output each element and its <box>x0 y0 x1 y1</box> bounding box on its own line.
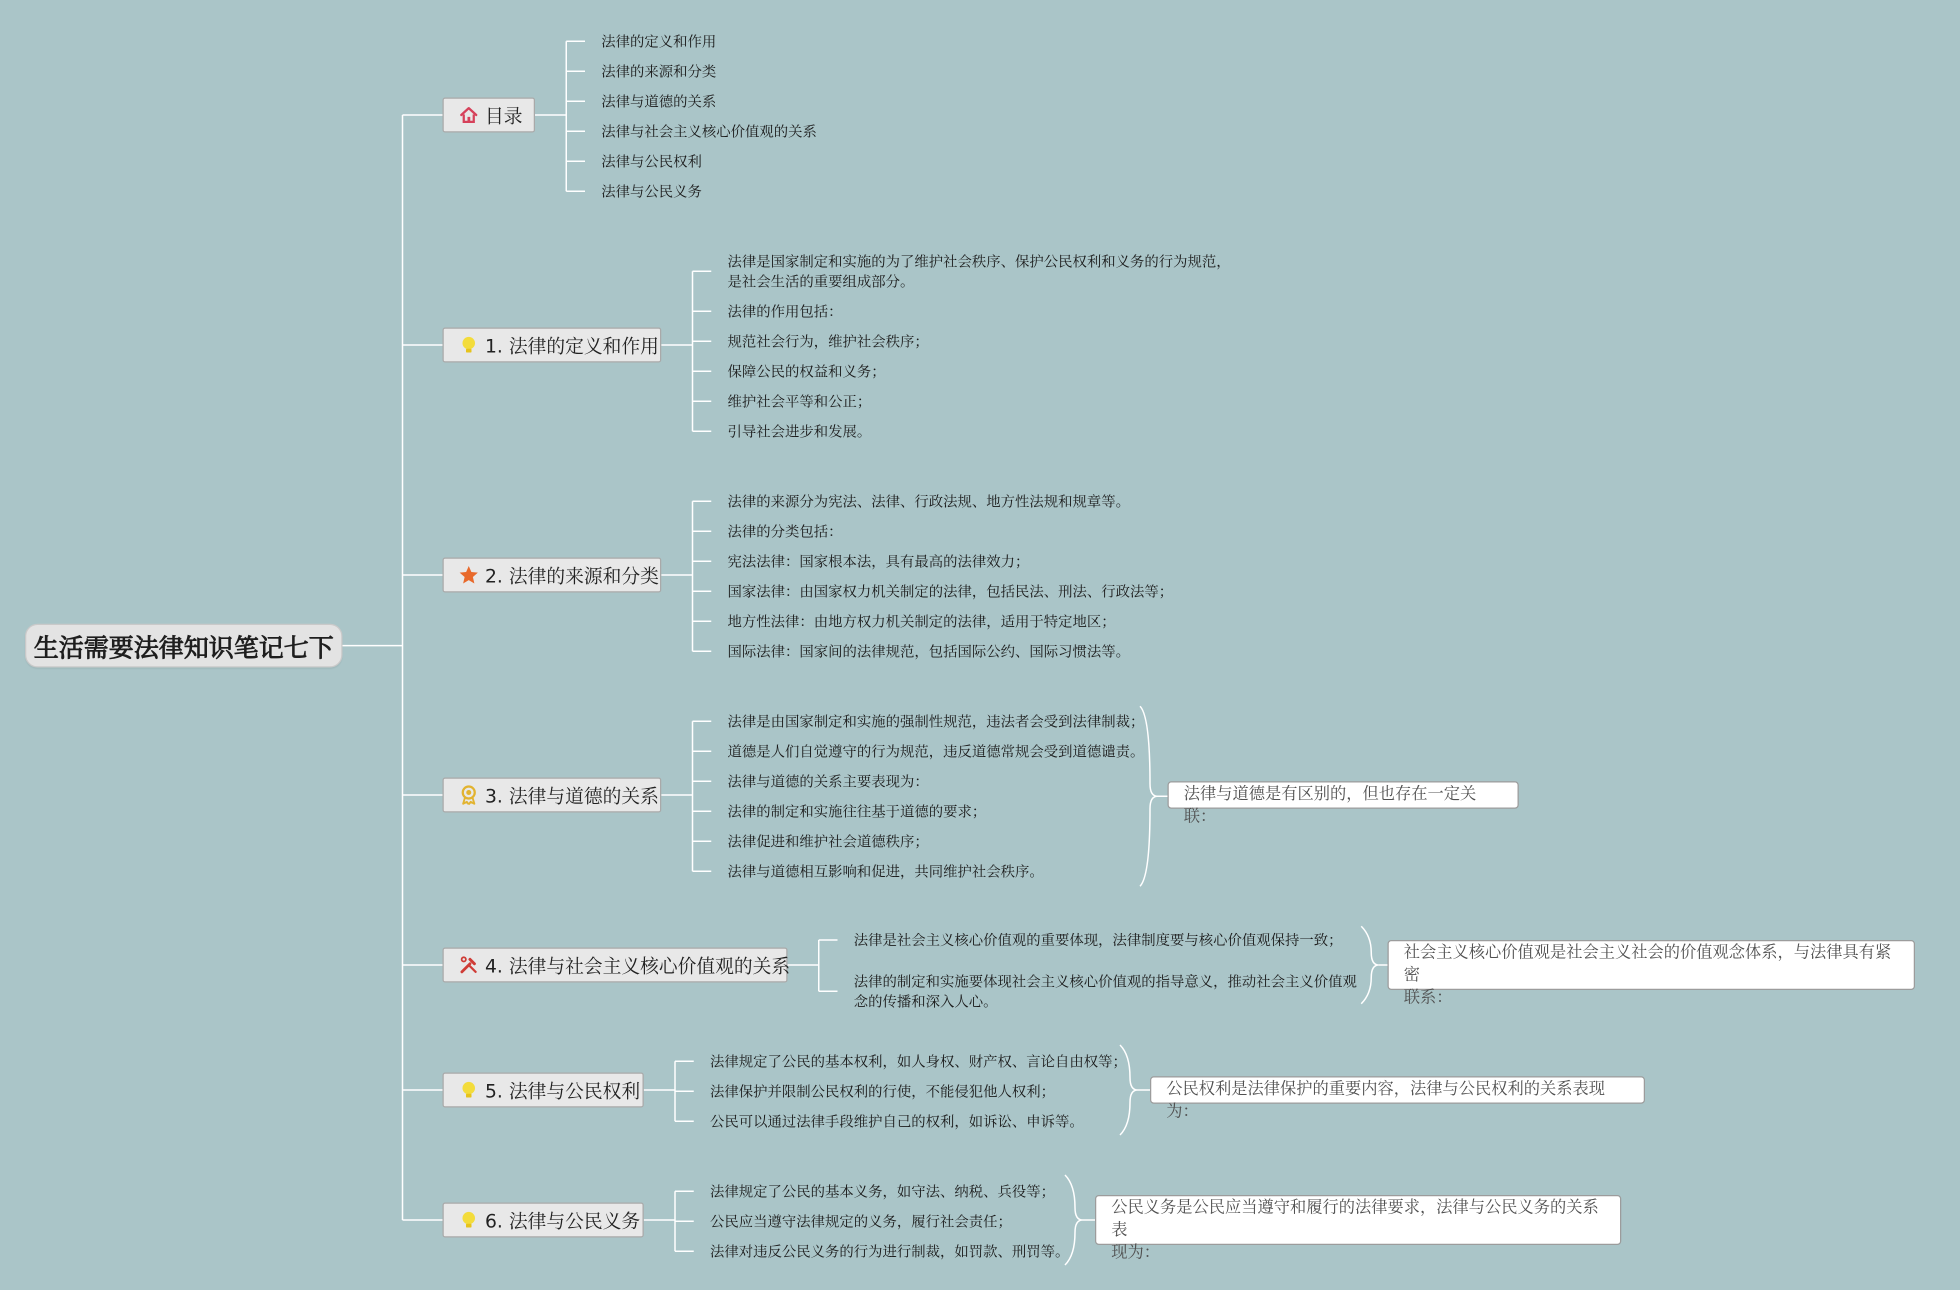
subtopic[interactable]: 法律与道德的关系 <box>601 92 717 110</box>
subtopic[interactable]: 法律对违反公民义务的行为进行制裁，如罚款、刑罚等。 <box>710 1242 1070 1260</box>
subtopic[interactable]: 宪法法律：国家根本法，具有最高的法律效力； <box>727 552 1030 570</box>
subtopic[interactable]: 法律是国家制定和实施的为了维护社会秩序、保护公民权利和义务的行为规范， 是社会生活的重要组成部分。 <box>727 252 1231 290</box>
subtopic[interactable]: 公民应当遵守法律规定的义务，履行社会责任； <box>710 1212 1012 1230</box>
subtopic[interactable]: 法律保护并限制公民权利的行使，不能侵犯他人权利； <box>710 1082 1055 1100</box>
subtopic[interactable]: 法律促进和维护社会道德秩序； <box>727 832 929 850</box>
topic-label: 5. 法律与公民权利 <box>485 1079 641 1102</box>
subtopic[interactable]: 法律与公民权利 <box>601 152 702 170</box>
medal-icon <box>459 785 479 805</box>
subtopic[interactable]: 道德是人们自觉遵守的行为规范，违反道德常规会受到道德谴责。 <box>727 742 1145 760</box>
subtopic[interactable]: 法律的分类包括： <box>727 522 843 540</box>
root-topic[interactable]: 生活需要法律知识笔记七下 <box>25 624 343 668</box>
subtopic[interactable]: 国际法律：国家间的法律规范，包括国际公约、国际习惯法等。 <box>727 642 1130 660</box>
subtopic[interactable]: 法律的来源和分类 <box>601 62 717 80</box>
summary-note[interactable]: 公民权利是法律保护的重要内容，法律与公民权利的关系表现为： <box>1150 1076 1645 1104</box>
subtopic[interactable]: 法律的定义和作用 <box>601 32 717 50</box>
topic-law-and-citizen-rights[interactable] <box>443 1073 644 1108</box>
topic-law-and-citizen-duties[interactable] <box>443 1203 644 1238</box>
subtopic[interactable]: 维护社会平等和公正； <box>727 392 872 410</box>
subtopic[interactable]: 引导社会进步和发展。 <box>727 422 872 440</box>
subtopic[interactable]: 法律的制定和实施要体现社会主义核心价值观的指导意义，推动社会主义价值观 念的传播和深入人心。 <box>853 972 1357 1010</box>
topic-label: 4. 法律与社会主义核心价值观的关系 <box>485 954 791 977</box>
subtopic[interactable]: 法律是社会主义核心价值观的重要体现，法律制度要与核心价值观保持一致； <box>853 931 1343 949</box>
topic-definition-and-role[interactable] <box>443 328 662 363</box>
topic-contents[interactable] <box>443 98 536 133</box>
lightbulb-icon <box>459 1210 479 1230</box>
subtopic[interactable]: 法律是由国家制定和实施的强制性规范，违法者会受到法律制裁； <box>727 712 1145 730</box>
tools-icon <box>459 955 479 975</box>
topic-label: 目录 <box>485 104 523 127</box>
lightbulb-icon <box>459 335 479 355</box>
topic-label: 3. 法律与道德的关系 <box>485 784 659 807</box>
subtopic[interactable]: 地方性法律：由地方权力机关制定的法律，适用于特定地区； <box>727 612 1116 630</box>
subtopic[interactable]: 法律与公民义务 <box>601 182 702 200</box>
topic-sources-and-classification[interactable] <box>443 558 662 593</box>
subtopic[interactable]: 国家法律：由国家权力机关制定的法律，包括民法、刑法、行政法等； <box>727 582 1174 600</box>
subtopic[interactable]: 法律规定了公民的基本权利，如人身权、财产权、言论自由权等； <box>710 1052 1127 1070</box>
subtopic[interactable]: 法律的作用包括： <box>727 302 843 320</box>
topic-label: 1. 法律的定义和作用 <box>485 334 659 357</box>
topic-law-and-core-values[interactable] <box>443 948 791 983</box>
subtopic[interactable]: 法律与道德相互影响和促进，共同维护社会秩序。 <box>727 862 1044 880</box>
star-icon <box>459 565 479 585</box>
topic-label: 2. 法律的来源和分类 <box>485 564 659 587</box>
topic-label: 6. 法律与公民义务 <box>485 1209 641 1232</box>
subtopic[interactable]: 法律的来源分为宪法、法律、行政法规、地方性法规和规章等。 <box>727 492 1130 510</box>
home-icon <box>459 105 479 125</box>
topic-law-and-morality[interactable] <box>443 778 662 813</box>
subtopic[interactable]: 公民可以通过法律手段维护自己的权利，如诉讼、申诉等。 <box>710 1112 1084 1130</box>
subtopic[interactable]: 规范社会行为，维护社会秩序； <box>727 332 929 350</box>
subtopic[interactable]: 法律与道德的关系主要表现为： <box>727 772 929 790</box>
summary-note[interactable]: 公民义务是公民应当遵守和履行的法律要求，法律与公民义务的关系表 现为： <box>1095 1195 1621 1245</box>
subtopic[interactable]: 法律规定了公民的基本义务，如守法、纳税、兵役等； <box>710 1182 1055 1200</box>
summary-note[interactable]: 社会主义核心价值观是社会主义社会的价值观念体系，与法律具有紧密 联系： <box>1388 940 1916 990</box>
subtopic[interactable]: 法律的制定和实施往往基于道德的要求； <box>727 802 987 820</box>
summary-note[interactable]: 法律与道德是有区别的，但也存在一定关联： <box>1168 781 1519 809</box>
subtopic[interactable]: 法律与社会主义核心价值观的关系 <box>601 122 817 140</box>
lightbulb-icon <box>459 1080 479 1100</box>
subtopic[interactable]: 保障公民的权益和义务； <box>727 362 886 380</box>
